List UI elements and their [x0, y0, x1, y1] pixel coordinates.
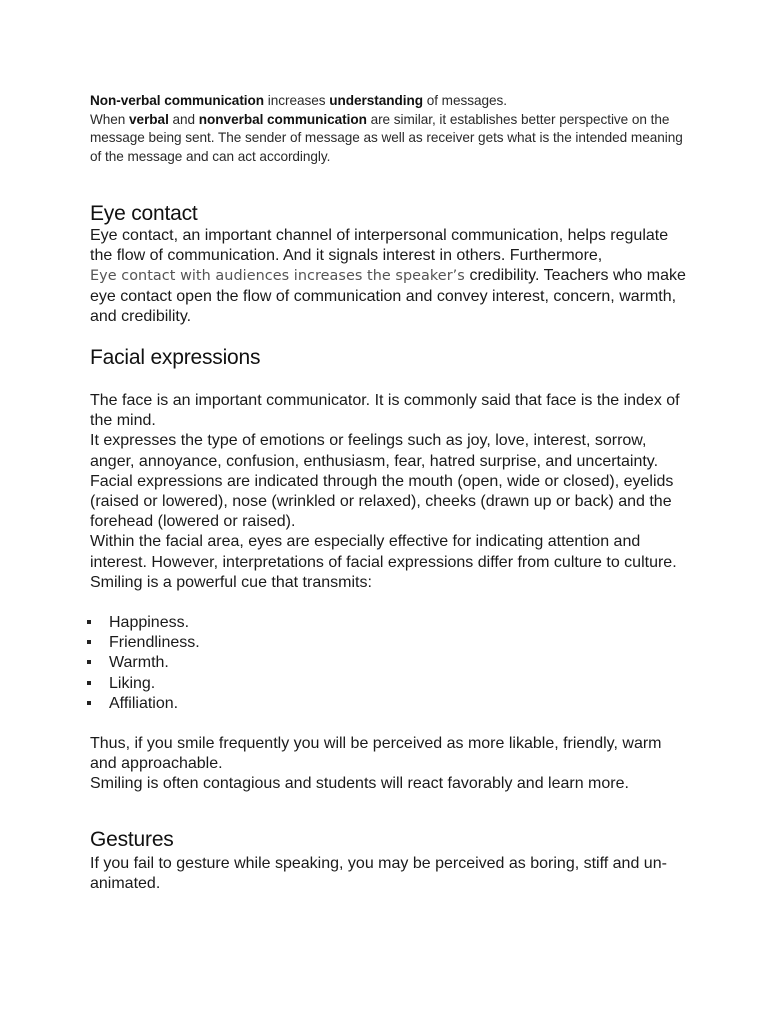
bullet-icon — [87, 640, 91, 644]
list-item-label: Happiness. — [109, 614, 190, 632]
facial-expressions-section — [90, 344, 690, 795]
gestures-paragraph-1: If you fail to gesture while speaking, you may be perceived as boring, stiff and un-animated. — [90, 855, 667, 893]
facial-expressions-heading: Facial expressions — [90, 346, 261, 369]
intro-text: increases — [264, 93, 330, 108]
spacer — [90, 714, 690, 734]
bullet-icon — [87, 681, 91, 685]
eye-contact-text: credibility. Teachers who make eye contact open the flow of communication and convey interest, concern, warmth, and credibility. — [90, 267, 686, 325]
intro-bold-term: understanding — [329, 93, 423, 108]
gestures-heading: Gestures — [90, 828, 174, 851]
intro-section — [90, 92, 690, 166]
list-item — [90, 613, 690, 633]
intro-bold-term: verbal — [129, 111, 169, 127]
eye-contact-heading: Eye contact — [90, 202, 198, 225]
facial-paragraph-1: The face is an important communicator. It is commonly said that face is the index of the mind. — [90, 392, 680, 430]
bullet-icon — [87, 660, 91, 664]
facial-paragraph-5: Smiling is a powerful cue that transmits: — [90, 573, 372, 591]
list-item-label: Liking. — [109, 674, 156, 692]
intro-text: and — [168, 111, 199, 127]
list-item — [90, 694, 690, 714]
facial-paragraph-6: Thus, if you smile frequently you will be perceived as more likable, friendly, warm and approachable. — [90, 735, 662, 773]
list-item-label: Friendliness. — [109, 634, 200, 652]
facial-paragraph-4: Within the facial area, eyes are especially effective for indicating attention and interest. However, interpretations of facial expressions differ from culture to culture. — [90, 533, 677, 571]
intro-bold-term: Non-verbal communication — [90, 93, 265, 108]
list-item — [90, 633, 690, 653]
bullet-icon — [87, 620, 91, 624]
facial-paragraph-2: It expresses the type of emotions or feelings such as joy, love, interest, sorrow, anger, annoyance, confusion, enthusiasm, fear, hatred surprise, and uncertainty. — [90, 432, 659, 470]
eye-contact-paragraph-1: Eye contact, an important channel of interpersonal communication, helps regulate the flow of communication. And it signals interest in others. Furthermore, — [90, 227, 669, 265]
smile-cues-list — [90, 613, 690, 714]
intro-bold-term: nonverbal communication — [198, 111, 367, 127]
gestures-section — [90, 826, 690, 894]
intro-line-2 — [90, 111, 690, 167]
intro-text: are similar, it establishes better perspective on the message being sent. The sender of message as well as receiver gets what is the intended meaning of the message and can act accordingly. — [90, 111, 683, 164]
list-item-label: Affiliation. — [109, 694, 179, 712]
facial-paragraph-7: Smiling is often contagious and students will react favorably and learn more. — [90, 775, 629, 793]
eye-contact-light-text: Eye contact with audiences increases the speaker’s — [90, 268, 470, 285]
intro-text: of messages. — [422, 93, 507, 108]
eye-contact-section — [90, 200, 690, 327]
list-item — [90, 674, 690, 694]
bullet-icon — [87, 701, 91, 705]
spacer — [90, 372, 690, 391]
eye-contact-paragraph-2 — [90, 266, 690, 327]
facial-paragraph-3: Facial expressions are indicated through the mouth (open, wide or closed), eyelids (raised or lowered), nose (wrinkled or relaxed), cheeks (drawn up or back) and the forehead (lowered or raised). — [90, 472, 674, 531]
list-item-label: Warmth. — [109, 654, 169, 672]
spacer — [90, 593, 690, 613]
intro-line-1 — [90, 92, 690, 111]
intro-text: When — [90, 111, 130, 127]
list-item — [90, 653, 690, 673]
